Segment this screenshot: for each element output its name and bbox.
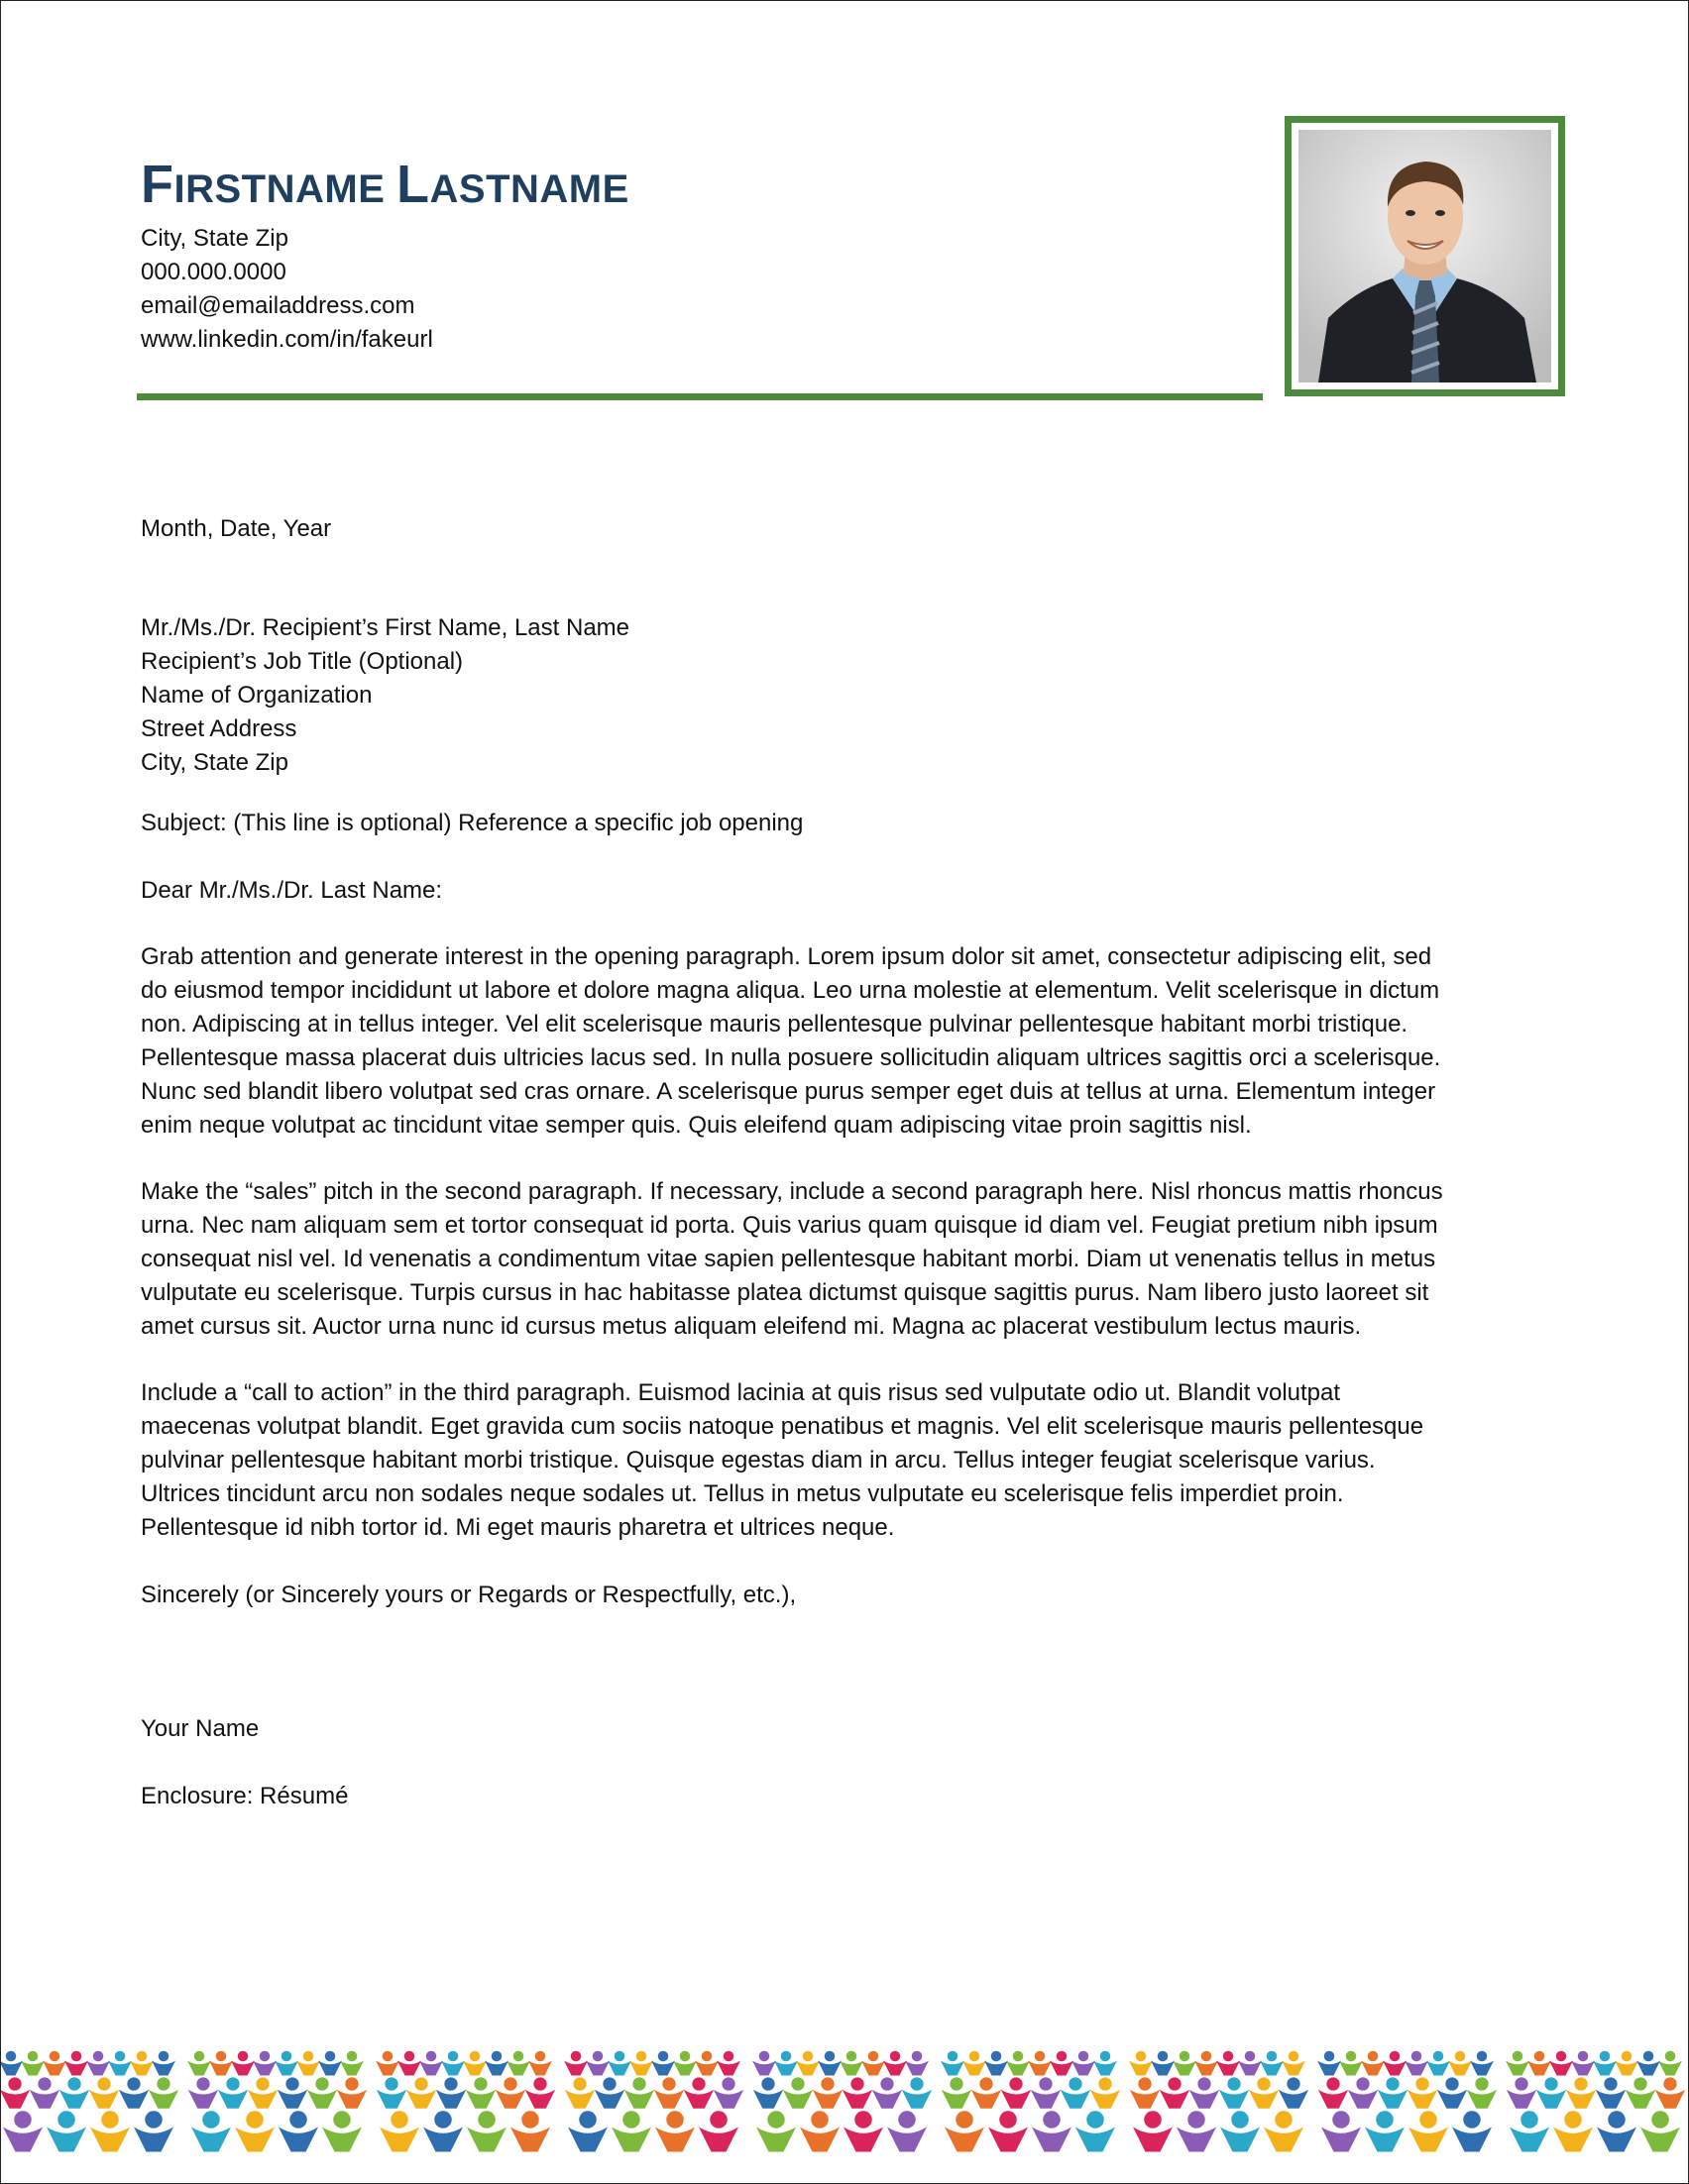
contact-email: email@emailaddress.com: [141, 292, 415, 319]
paragraph-line: amet cursus sit. Auctor urna nunc id cursus metus aliquam eleifend mi. Magna ac placerat vestibulum lectus mauris.: [141, 1313, 1362, 1340]
paragraph-line: non. Adipiscing at in tellus integer. Vel elit scelerisque mauris pellentesque pulvinar pellentesque habitant morbi tristique.: [141, 1011, 1408, 1037]
paragraph-line: maecenas volutpat blandit. Eget gravida cum sociis natoque penatibus et magnis. Vel elit scelerisque mauris pellentesque: [141, 1413, 1424, 1440]
applicant-name: [141, 154, 629, 215]
paragraph-line: Pellentesque id nibh tortor id. Mi eget mauris pharetra et ultrices neque.: [141, 1514, 895, 1541]
name-first-rest: IRSTNAME: [173, 167, 386, 211]
paragraph-line: consequat nisl vel. Id venenatis a condimentum vitae sapien pellentesque habitant morbi. Diam ut venenatis tellus in metus: [141, 1246, 1436, 1272]
paragraph-line: pulvinar pellentesque habitant morbi tristique. Quisque egestas diam in arcu. Tellus integer feugiat scelerisque varius.: [141, 1447, 1376, 1474]
profile-photo-frame: [1285, 116, 1565, 396]
paragraph-line: urna. Nec nam aliquam sem et tortor consequat id porta. Quis varius quam quisque id diam vel. Feugiat pretium nibh ipsum: [141, 1212, 1438, 1239]
paragraph-line: Nunc sed blandit libero volutpat sed cras ornare. A scelerisque purus semper eget duis at tellus at urna. Elementum integer: [141, 1078, 1436, 1105]
paragraph-line: Ultrices tincidunt arcu non sodales neque sodales ut. Tellus in metus vulputate eu scelerisque felis imperdiet proin.: [141, 1480, 1344, 1507]
people-group-icon: [1, 2032, 1688, 2183]
paragraph-line: Grab attention and generate interest in the opening paragraph. Lorem ipsum dolor sit amet, consectetur adipiscing elit, sed: [141, 943, 1432, 970]
recipient-title: Recipient’s Job Title (Optional): [141, 648, 464, 675]
contact-city: City, State Zip: [141, 225, 288, 252]
subject-line: Subject: (This line is optional) Reference a specific job opening: [141, 810, 804, 836]
recipient-organization: Name of Organization: [141, 682, 373, 709]
paragraph-opening: [141, 940, 1548, 1143]
recipient-street: Street Address: [141, 715, 297, 742]
name-last-rest: ASTNAME: [429, 167, 629, 211]
contact-linkedin: www.linkedin.com/in/fakeurl: [141, 326, 433, 353]
paragraph-pitch: [141, 1175, 1548, 1344]
paragraph-line: Make the “sales” pitch in the second paragraph. If necessary, include a second paragraph here. Nisl rhoncus mattis rhoncus: [141, 1178, 1443, 1205]
enclosure-line: Enclosure: Résumé: [141, 1783, 349, 1809]
recipient-block: [141, 611, 1548, 780]
paragraph-line: Pellentesque massa placerat duis ultricies lacus sed. In nulla posuere sollicitudin aliquam ultrices sagittis orci a scelerisque.: [141, 1044, 1441, 1071]
contact-info: [141, 222, 433, 357]
paragraph-call-to-action: [141, 1376, 1548, 1545]
paragraph-line: Include a “call to action” in the third paragraph. Euismod lacinia at quis risus sed vulputate odio ut. Blandit volutpat: [141, 1379, 1341, 1406]
name-last-initial: L: [396, 155, 430, 214]
recipient-name: Mr./Ms./Dr. Recipient’s First Name, Last Name: [141, 614, 630, 641]
contact-phone: 000.000.0000: [141, 259, 286, 285]
paragraph-line: vulputate eu scelerisque. Turpis cursus in hac habitasse platea dictumst quisque sagittis purus. Nam libero justo laoreet sit: [141, 1279, 1429, 1306]
closing: Sincerely (or Sincerely yours or Regards or Respectfully, etc.),: [141, 1582, 797, 1608]
salutation: Dear Mr./Ms./Dr. Last Name:: [141, 877, 443, 904]
recipient-city: City, State Zip: [141, 749, 288, 776]
header-divider: [137, 393, 1263, 400]
signature-name: Your Name: [141, 1715, 260, 1742]
letter-date: Month, Date, Year: [141, 515, 332, 542]
name-first-initial: F: [141, 155, 174, 214]
paragraph-line: do eiusmod tempor incididunt ut labore et dolore magna aliqua. Leo urna molestie at elementum. Velit scelerisque in dictum: [141, 977, 1440, 1004]
profile-photo: [1298, 130, 1551, 382]
paragraph-line: enim neque volutpat ac tincidunt vitae semper quis. Quis eleifend quam adipiscing vitae proin sagittis nisl.: [141, 1112, 1252, 1139]
